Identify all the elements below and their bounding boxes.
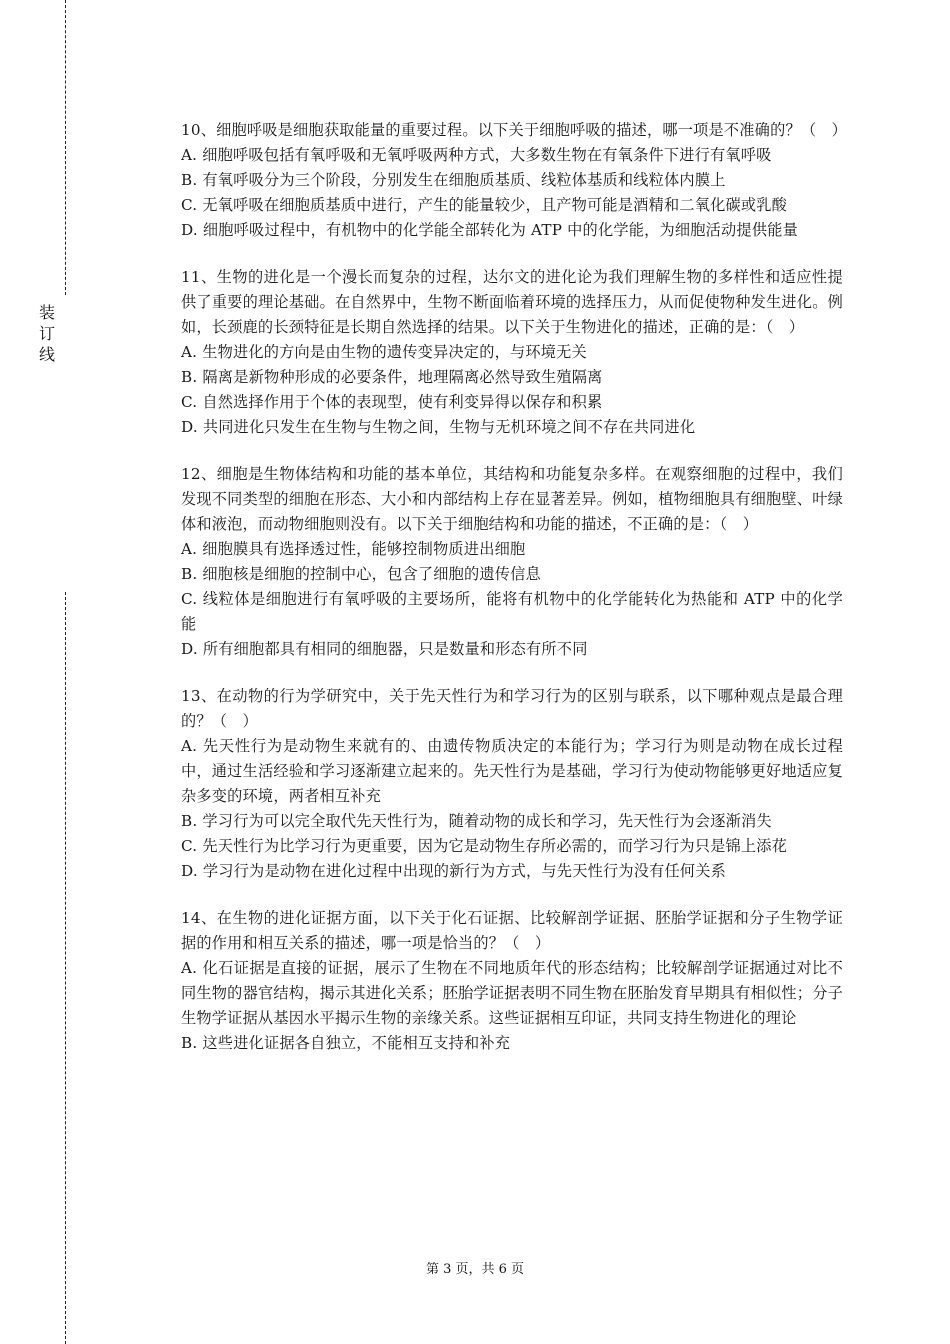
question-10 [181,118,848,243]
question-11 [181,265,843,440]
option-a: A. 化石证据是直接的证据，展示了生物在不同地质年代的形态结构；比较解剖学证据通过对比不同生物的器官结构，揭示其进化关系；胚胎学证据表明不同生物在胚胎发育早期具有相似性；分子生物学证据从基因水平揭示生物的亲缘关系。这些证据相互印证，共同支持生物进化的理论 [181,959,843,1027]
option-b: B. 细胞核是细胞的控制中心，包含了细胞的遗传信息 [181,565,541,583]
option-c: C. 无氧呼吸在细胞质基质中进行，产生的能量较少，且产物可能是酒精和二氧化碳或乳酸 [181,196,788,214]
option-c: C. 线粒体是细胞进行有氧呼吸的主要场所，能将有机物中的化学能转化为热能和 ATP 中的化学能 [181,590,843,633]
option-b: B. 隔离是新物种形成的必要条件，地理隔离必然导致生殖隔离 [181,368,603,386]
option-d: D. 细胞呼吸过程中，有机物中的化学能全部转化为 ATP 中的化学能，为细胞活动提供能量 [181,221,798,239]
binding-line-top [65,0,66,295]
question-stem: 14、在生物的进化证据方面，以下关于化石证据、比较解剖学证据、胚胎学证据和分子生物学证据的作用和相互关系的描述，哪一项是恰当的？（ ） [181,909,843,952]
binding-label: 装 订 线 [38,303,55,364]
option-d: D. 所有细胞都具有相同的细胞器，只是数量和形态有所不同 [181,640,588,658]
binding-line-bottom [65,592,66,1344]
question-stem: 12、细胞是生物体结构和功能的基本单位，其结构和功能复杂多样。在观察细胞的过程中，我们发现不同类型的细胞在形态、大小和内部结构上存在显著差异。例如，植物细胞具有细胞壁、叶绿体和液泡，而动物细胞则没有。以下关于细胞结构和功能的描述，不正确的是：（ ） [181,465,843,533]
question-stem: 11、生物的进化是一个漫长而复杂的过程，达尔文的进化论为我们理解生物的多样性和适应性提供了重要的理论基础。在自然界中，生物不断面临着环境的选择压力，从而促使物种发生进化。例如，长颈鹿的长颈特征是长期自然选择的结果。以下关于生物进化的描述，正确的是：（ ） [181,268,843,336]
option-b: B. 学习行为可以完全取代先天性行为，随着动物的成长和学习，先天性行为会逐渐消失 [181,812,772,830]
question-list [181,118,848,1078]
option-a: A. 细胞膜具有选择透过性，能够控制物质进出细胞 [181,540,526,558]
question-13 [181,684,843,884]
question-stem: 10、细胞呼吸是细胞获取能量的重要过程。以下关于细胞呼吸的描述，哪一项是不准确的？（ ） [181,121,848,139]
option-a: A. 细胞呼吸包括有氧呼吸和无氧呼吸两种方式，大多数生物在有氧条件下进行有氧呼吸 [181,146,772,164]
option-b: B. 有氧呼吸分为三个阶段，分别发生在细胞质基质、线粒体基质和线粒体内膜上 [181,171,726,189]
question-stem: 13、在动物的行为学研究中，关于先天性行为和学习行为的区别与联系，以下哪种观点是最合理的？（ ） [181,687,843,730]
option-a: A. 生物进化的方向是由生物的遗传变异决定的，与环境无关 [181,343,587,361]
option-a: A. 先天性行为是动物生来就有的、由遗传物质决定的本能行为；学习行为则是动物在成长过程中，通过生活经验和学习逐渐建立起来的。先天性行为是基础，学习行为使动物能够更好地适应复杂多变的环境，两者相互补充 [181,737,843,805]
page-number: 第 3 页，共 6 页 [425,1262,525,1277]
option-c: C. 自然选择作用于个体的表现型，使有利变异得以保存和积累 [181,393,603,411]
option-b: B. 这些进化证据各自独立，不能相互支持和补充 [181,1034,511,1052]
option-c: C. 先天性行为比学习行为更重要，因为它是动物生存所必需的，而学习行为只是锦上添花 [181,837,788,855]
question-14 [181,906,843,1056]
option-d: D. 学习行为是动物在进化过程中出现的新行为方式，与先天性行为没有任何关系 [181,862,727,880]
option-d: D. 共同进化只发生在生物与生物之间，生物与无机环境之间不存在共同进化 [181,418,696,436]
question-12 [181,462,843,662]
